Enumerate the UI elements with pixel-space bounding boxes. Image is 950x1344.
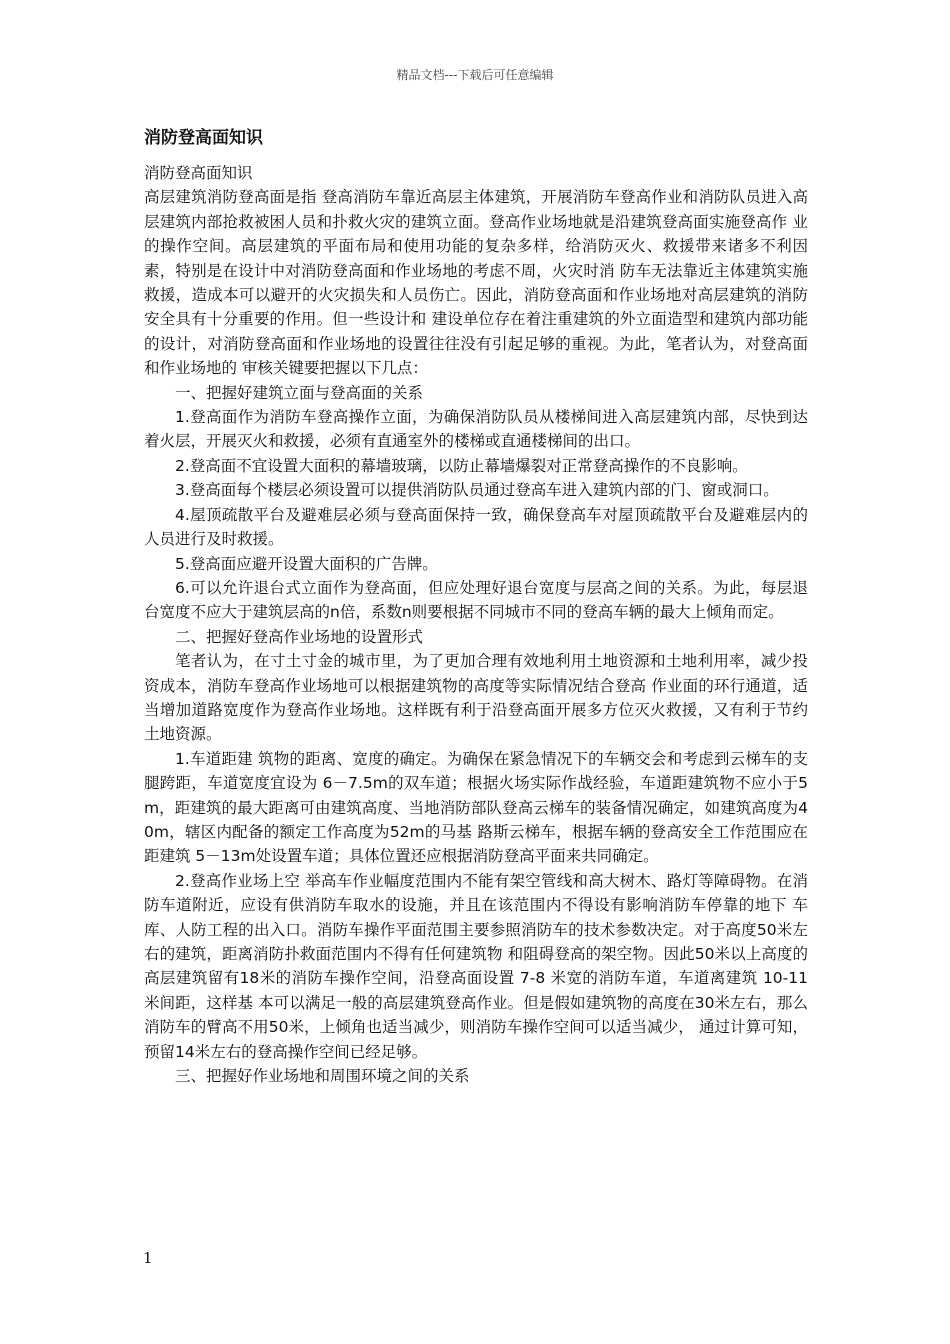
document-title: 消防登高面知识 (144, 128, 263, 148)
list-item-1-3: 3.登高面每个楼层必须设置可以提供消防队员通过登高车进入建筑内部的门、窗或洞口。 (175, 481, 779, 500)
paragraph-section-2: 笔者认为，在寸土寸金的城市里，为了更加合理有效地利用土地资源和土地利用率，减少投资成本，消防车登高作业场地可以根据建筑物的高度等实际情况结合登高 作业面的环行通道，适当增加道路宽度作为登高作业场地。这样既有利于沿登高面开展多方位灭火救援，又有利于节约土地资源。 (144, 652, 808, 744)
paragraph-subtitle: 消防登高面知识 (144, 164, 253, 182)
list-item-2-1: 1.车道距建 筑物的距离、宽度的确定。为确保在紧急情况下的车辆交会和考虑到云梯车的支腿跨距，车道宽度宜设为 6－7.5m的双车道；根据火场实际作战经验，车道距建筑物不应小于5m，距建筑的最大距离可由建筑高度、当地消防部队登高云梯车的装备情况确定，如建筑高度为40m，辖区内配备的额定工作高度为52m的马基 路斯云梯车，根据车辆的登高安全工作范围应在距建筑 5－13m处设置车道；具体位置还应根据消防登高平面来共同确定。 (144, 749, 808, 866)
list-item-1-2: 2.登高面不宜设置大面积的幕墙玻璃，以防止幕墙爆裂对正常登高操作的不良影响。 (175, 456, 748, 475)
list-item-1-1: 1.登高面作为消防车登高操作立面，为确保消防队员从楼梯间进入高层建筑内部，尽快到达着火层，开展灭火和救援，必须有直通室外的楼梯或直通楼梯间的出口。 (144, 408, 808, 451)
list-item-1-6: 6.可以允许退台式立面作为登高面，但应处理好退台宽度与层高之间的关系。为此，每层退台宽度不应大于建筑层高的n倍，系数n则要根据不同城市不同的登高车辆的最大上倾角而定。 (144, 578, 808, 622)
paragraph-intro: 高层建筑消防登高面是指 登高消防车靠近高层主体建筑，开展消防车登高作业和消防队员进入高层建筑内部抢救被困人员和扑救火灾的建筑立面。登高作业场地就是沿建筑登高面实施登高作 业的操作空间。高层建筑的平面布局和使用功能的复杂多样，给消防灭火、救援带来诸多不利因素，特别是在设计中对消防登高面和作业场地的考虑不周，火灾时消 防车无法靠近主体建筑实施救援，造成本可以避开的火灾损失和人员伤亡。因此，消防登高面和作业场地对高层建筑的消防安全具有十分重要的作用。但一些设计和 建设单位存在着注重建筑的外立面造型和建筑内部功能的设计，对消防登高面和作业场地的设置往往没有引起足够的重视。为此，笔者认为，对登高面和作业场地的 审核关键要把握以下几点： (144, 188, 808, 378)
list-item-1-5: 5.登高面应避开设置大面积的广告牌。 (175, 554, 438, 573)
document-body (144, 161, 808, 1088)
section-heading-1: 一、把握好建筑立面与登高面的关系 (175, 383, 424, 402)
section-heading-2: 二、把握好登高作业场地的设置形式 (175, 627, 424, 646)
section-heading-3: 三、把握好作业场地和周围环境之间的关系 (175, 1067, 470, 1086)
header-note: 精品文档---下载后可任意编辑 (396, 68, 554, 82)
page-number: 1 (143, 1249, 153, 1267)
list-item-2-2: 2.登高作业场上空 举高车作业幅度范围内不能有架空管线和高大树木、路灯等障碍物。在消防车道附近，应设有供消防车取水的设施，并且在该范围内不得设有影响消防车停靠的地下 车库、人防工程的出入口。消防车操作平面范围主要参照消防车的技术参数决定。对于高度50米左右的建筑，距离消防扑救面范围内不得有任何建筑物 和阻碍登高的架空物。因此50米以上高度的高层建筑留有18米的消防车操作空间，沿登高面设置 7-8 米宽的消防车道，车道离建筑 10-11 米间距，这样基 本可以满足一般的高层建筑登高作业。但是假如建筑物的高度在30米左右，那么消防车的臂高不用50米，上倾角也适当减少，则消防车操作空间可以适当减少， 通过计算可知，预留14米左右的登高操作空间已经足够。 (144, 871, 808, 1061)
list-item-1-4: 4.屋顶疏散平台及避难层必须与登高面保持一致，确保登高车对屋顶疏散平台及避难层内的人员进行及时救援。 (144, 505, 808, 549)
